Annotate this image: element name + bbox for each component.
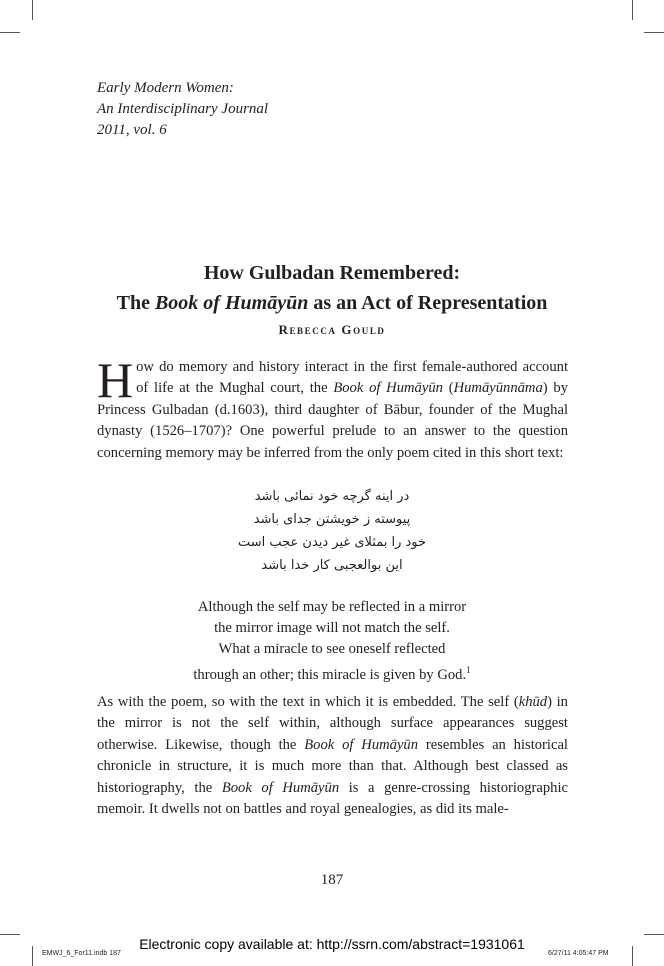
poem-line: پیوسته ز خویشتن جدای باشد (253, 512, 411, 527)
translation-line: through an other; this miracle is given by God.$^1$ (193, 665, 471, 683)
crop-mark (632, 0, 633, 20)
poem-line: این بوالعجبی کار خدا باشد (261, 558, 403, 573)
article-subtitle: The Book of Humāyūn as an Act of Representation (116, 292, 548, 314)
crop-mark (0, 32, 20, 33)
print-slug-date: 6/27/11 4:05:47 PM (548, 950, 609, 957)
poem-line: خود را بمثلای غیر دیدن عجب است (237, 535, 427, 550)
translation-line: the mirror image will not match the self. (214, 620, 450, 636)
poem-translation (0, 597, 664, 686)
persian-poem (0, 485, 664, 577)
footnote-ref[interactable]: 1 (466, 665, 471, 675)
body-paragraph: As with the poem, so with the text in which it is embedded. The self (khūd) in the mirror is not the self within, although surface appearances suggest otherwise. Likewise, though the Book of Humāyūn resembles an historical chronicle in structure, it is much more than that. Although best classed as historiography, the Book of Humāyūn is a genre-crossing historiographic memoir. It dwells not on battles and royal genealogies, as did its male- (97, 694, 568, 818)
crop-mark (644, 934, 664, 935)
intro-paragraph: How do memory and history interact in the first female-authored account of life at the Mughal court, the Book of Humāyūn (Humāyūnnāma) by Princess Gulbadan (d.1603), third daughter of Bābur, founder of the Mughal dynasty (1526–1707)? One powerful prelude to an answer to the question concerning memory may be inferred from the only poem cited in this short text: (97, 352, 568, 461)
print-slug-file: EMWJ_6_For11.indb 187 (42, 950, 121, 957)
translation-line: What a miracle to see oneself reflected (218, 641, 446, 657)
poem-line: در اینه گرچه خود نمائی باشد (254, 489, 410, 504)
book-title: Book of Humāyūn (154, 292, 309, 314)
author-name: Rebecca Gould (278, 322, 386, 337)
journal-volume: 2011, vol. 6 (97, 122, 167, 138)
crop-mark (0, 934, 20, 935)
page-number: 187 (320, 872, 344, 888)
drop-cap: H (97, 352, 134, 408)
journal-name: Early Modern Women: (97, 80, 234, 96)
article-title: How Gulbadan Remembered: (203, 262, 461, 284)
journal-info (97, 78, 268, 141)
ssrn-link[interactable]: Electronic copy available at: http://ssrn.com/abstract=1931061 (139, 936, 525, 952)
crop-mark (32, 0, 33, 20)
crop-mark (644, 32, 664, 33)
journal-subtitle: An Interdisciplinary Journal (97, 101, 269, 117)
translation-line: Although the self may be reflected in a mirror (197, 599, 467, 615)
